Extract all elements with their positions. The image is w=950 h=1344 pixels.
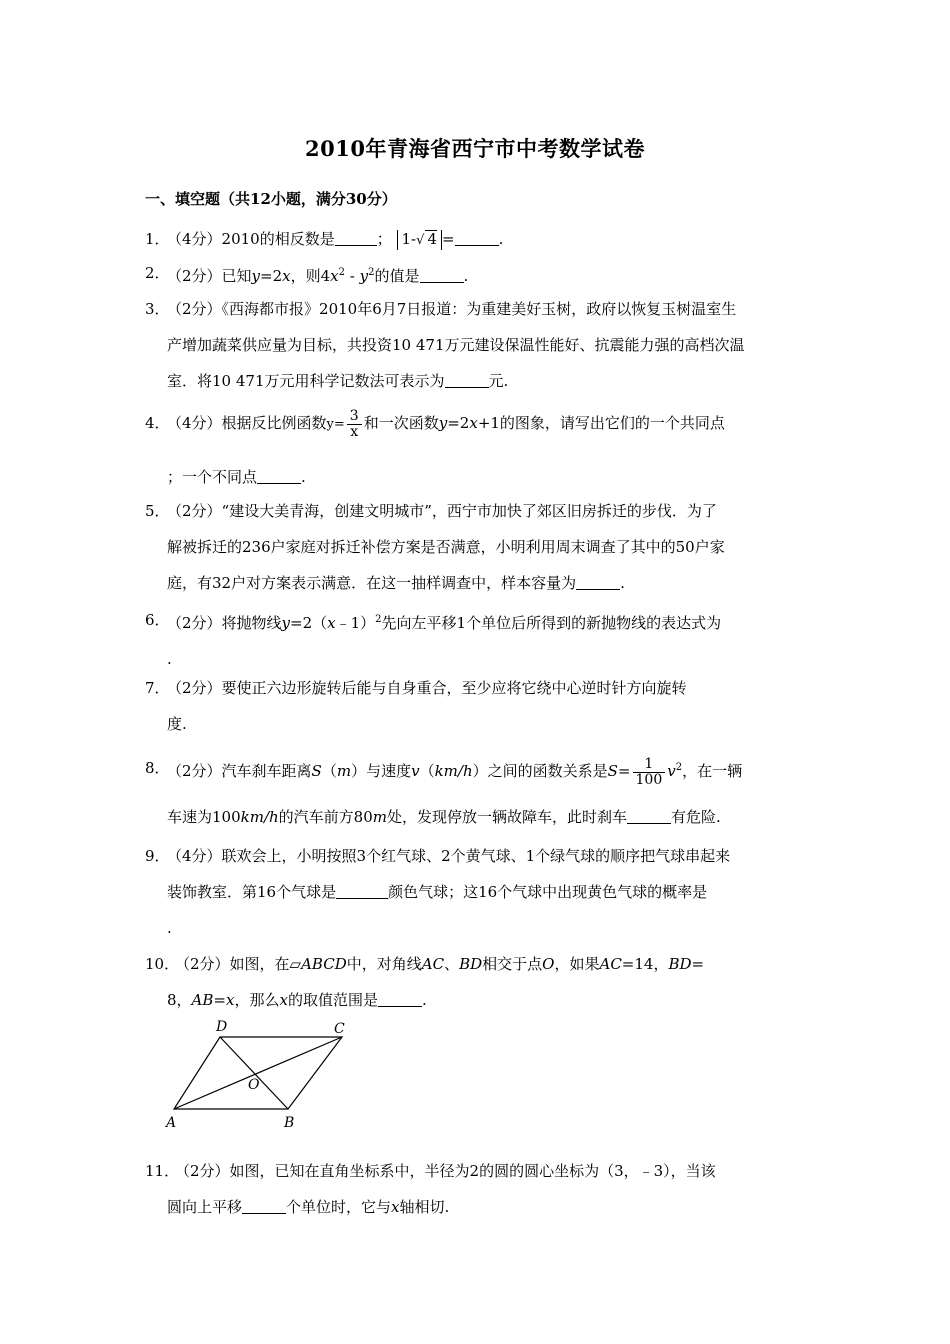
question-9: 9． （4分）联欢会上，小明按照3个红气球、2个黄气球、1个绿气球的顺序把气球串起来 装饰教室．第16个气球是 颜色气球；这16个气球中出现黄色气球的概率是 . xyxy=(145,838,805,946)
question-number: 6． xyxy=(145,611,170,629)
answer-blank xyxy=(336,882,388,899)
question-2: 2． （2分）已知y=2x，则$4x^2 - y^2$的值是 . xyxy=(145,255,805,294)
question-number: 1． xyxy=(145,230,170,248)
question-1: 1． （4分）2010的相反数是 ； 1-√ 4 = . xyxy=(145,221,805,257)
label-o: O xyxy=(248,1077,260,1093)
question-number: 2． xyxy=(145,264,170,282)
answer-blank xyxy=(242,1197,286,1214)
absolute-value: 1-√ 4 xyxy=(397,230,442,250)
question-number: 3． xyxy=(145,300,170,318)
question-number: 4． xyxy=(145,414,170,432)
answer-blank xyxy=(455,229,499,246)
question-8: 8． （2分）汽车刹车距离S（m）与速度v（km/h）之间的函数关系是S= $\frac{1}{100}$ $v^2$，在一辆 车速为100km/h的汽车前方80m处，发现停放一辆故障车，此时刹车 有危险. xyxy=(145,749,805,836)
question-5: 5． （2分）“建设大美青海，创建文明城市”，西宁市加快了郊区旧房拆迁的步伐．为了 解被拆迁的236户家庭对拆迁补偿方案是否满意，小明利用周末调查了其中的50户家 庭，有32户对方案表示满意．在这一抽样调查中，样本容量为 . xyxy=(145,493,805,601)
label-d: D xyxy=(216,1019,228,1035)
question-7: 7． （2分）要使正六边形旋转后能与自身重合，至少应将它绕中心逆时针方向旋转 度. xyxy=(145,670,805,742)
parallelogram-figure xyxy=(160,1015,360,1135)
label-b: B xyxy=(284,1115,295,1131)
answer-blank xyxy=(627,807,671,824)
answer-blank xyxy=(576,573,620,590)
answer-blank xyxy=(257,467,301,484)
question-number: 8． xyxy=(145,759,170,777)
question-number: 10． xyxy=(145,955,180,973)
diagonal-bd xyxy=(220,1037,288,1109)
question-4: 4． （4分）根据反比例函数y= $\frac{3}{x}$ 和一次函数y=2x+1的图象，请写出它们的一个共同点 ；一个不同点 . xyxy=(145,404,805,496)
section-heading: 一、填空题（共12小题，满分30分） xyxy=(145,190,397,208)
label-a: A xyxy=(166,1115,177,1131)
answer-blank xyxy=(335,229,377,246)
page-title: 2010年青海省西宁市中考数学试卷 xyxy=(305,136,645,161)
answer-blank xyxy=(378,990,422,1007)
answer-blank xyxy=(420,266,464,283)
question-number: 5． xyxy=(145,502,170,520)
question-11: 11． （2分）如图，已知在直角坐标系中，半径为2的圆的圆心坐标为（3，﹣3），当该 圆向上平移 个单位时，它与x轴相切. xyxy=(145,1153,805,1225)
question-10: 10． （2分）如图，在▱ABCD中，对角线AC、BD相交于点O，如果AC=14，BD= 8，AB=x，那么x的取值范围是 . xyxy=(145,946,805,1018)
question-6: 6． （2分）将抛物线y=2（x﹣1）$^2$先向左平移1个单位后所得到的新抛物线的表达式为 . xyxy=(145,602,805,677)
question-3: 3． （2分）《西海都市报》2010年6月7日报道：为重建美好玉树，政府以恢复玉树温室生 产增加蔬菜供应量为目标，共投资10 471万元建设保温性能好、抗震能力强的高档次温 室．将10 471万元用科学记数法可表示为 元. xyxy=(145,291,805,399)
diagonal-ac xyxy=(174,1037,342,1109)
question-number: 11． xyxy=(145,1162,180,1180)
label-c: C xyxy=(334,1021,345,1037)
square-root: 4 xyxy=(427,230,437,248)
fraction: $\frac{3}{x}$ xyxy=(347,409,362,440)
question-number: 7． xyxy=(145,679,170,697)
answer-blank xyxy=(445,371,489,388)
question-number: 9． xyxy=(145,847,170,865)
fraction: $\frac{1}{100}$ xyxy=(633,757,666,788)
